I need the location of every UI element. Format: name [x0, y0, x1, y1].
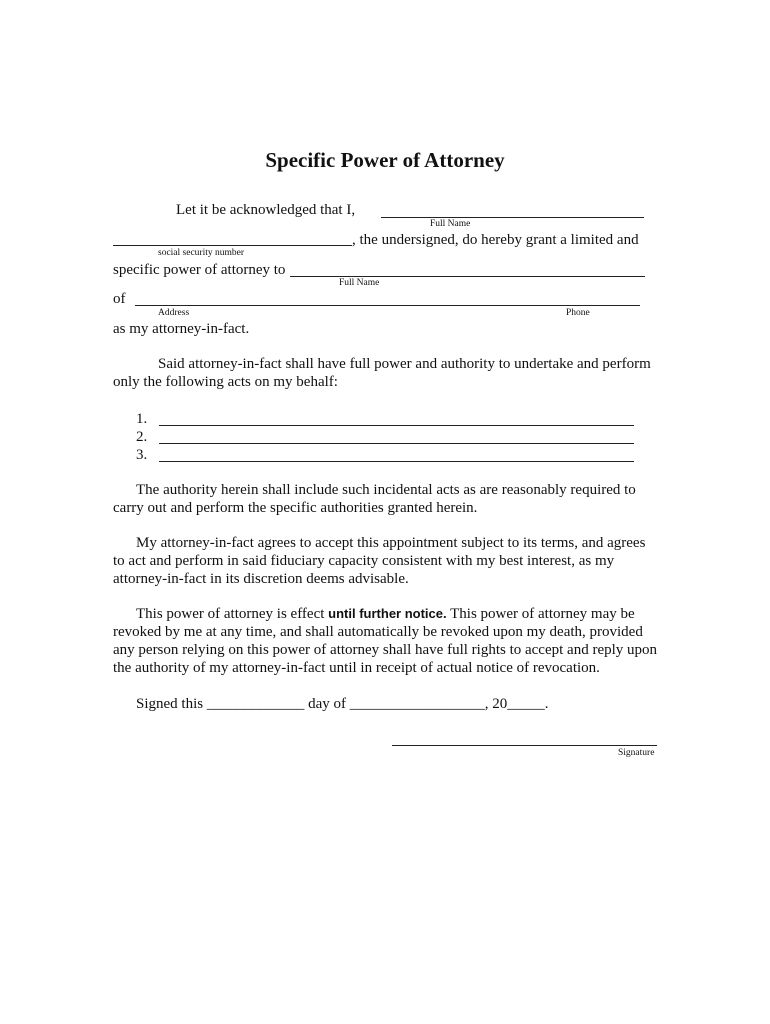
- full-name-label: Full Name: [430, 219, 471, 229]
- effect-bold-text: until further notice.: [328, 606, 447, 621]
- ssn-label: social security number: [158, 248, 245, 258]
- year-blank[interactable]: _____: [507, 696, 545, 712]
- phone-label: Phone: [566, 308, 590, 318]
- document-title: Specific Power of Attorney: [265, 148, 505, 172]
- signature-label: Signature: [618, 748, 655, 758]
- act-field-2[interactable]: [159, 443, 634, 444]
- act-number-2: 2.: [136, 429, 148, 445]
- effect-text-after: This power of attorney may be revoked by me at any time, and shall automatically be revoked upon my death, provided any person relying on this power of attorney shall have full rights to accept and reply upon the authority of my attorney-in-fact until in receipt of actual notice of revocation.: [113, 606, 658, 676]
- attorney-in-fact-text: as my attorney-in-fact.: [113, 321, 250, 337]
- of-text: of: [113, 291, 126, 307]
- undersigned-text: , the undersigned, do hereby grant a limited and: [352, 232, 639, 248]
- attorney-full-name-field[interactable]: [290, 276, 645, 277]
- ssn-field[interactable]: [113, 245, 352, 246]
- signed-text: Signed this: [136, 696, 204, 712]
- specific-power-text: specific power of attorney to: [113, 262, 286, 278]
- act-field-3[interactable]: [159, 461, 634, 462]
- authority-paragraph: The authority herein shall include such incidental acts as are reasonably required to carry out and perform the specific authorities granted herein.: [113, 482, 636, 516]
- effect-text-before: This power of attorney is effect: [136, 606, 325, 622]
- address-phone-field[interactable]: [135, 305, 640, 306]
- month-blank[interactable]: __________________: [349, 696, 485, 712]
- period: .: [544, 696, 549, 712]
- full-name-field[interactable]: [381, 217, 644, 218]
- year-prefix: , 20: [484, 696, 508, 712]
- agreement-paragraph: My attorney-in-fact agrees to accept this appointment subject to its terms, and agrees to act and perform in said fiduciary capacity consistent with my best interest, as my attorney-in-fact in its discretion deems advisable.: [113, 535, 646, 587]
- act-field-1[interactable]: [159, 425, 634, 426]
- day-blank[interactable]: _____________: [206, 696, 305, 712]
- effect-paragraph: [113, 605, 658, 677]
- signed-line: [136, 695, 549, 713]
- act-number-1: 1.: [136, 411, 148, 427]
- act-number-3: 3.: [136, 447, 148, 463]
- signature-field[interactable]: [392, 745, 657, 746]
- day-of-text: day of: [308, 696, 346, 712]
- acts-paragraph: Said attorney-in-fact shall have full power and authority to undertake and perform only the following acts on my behalf:: [113, 356, 651, 390]
- acknowledge-text: Let it be acknowledged that I,: [176, 202, 356, 218]
- address-label: Address: [158, 308, 190, 318]
- attorney-full-name-label: Full Name: [339, 278, 380, 288]
